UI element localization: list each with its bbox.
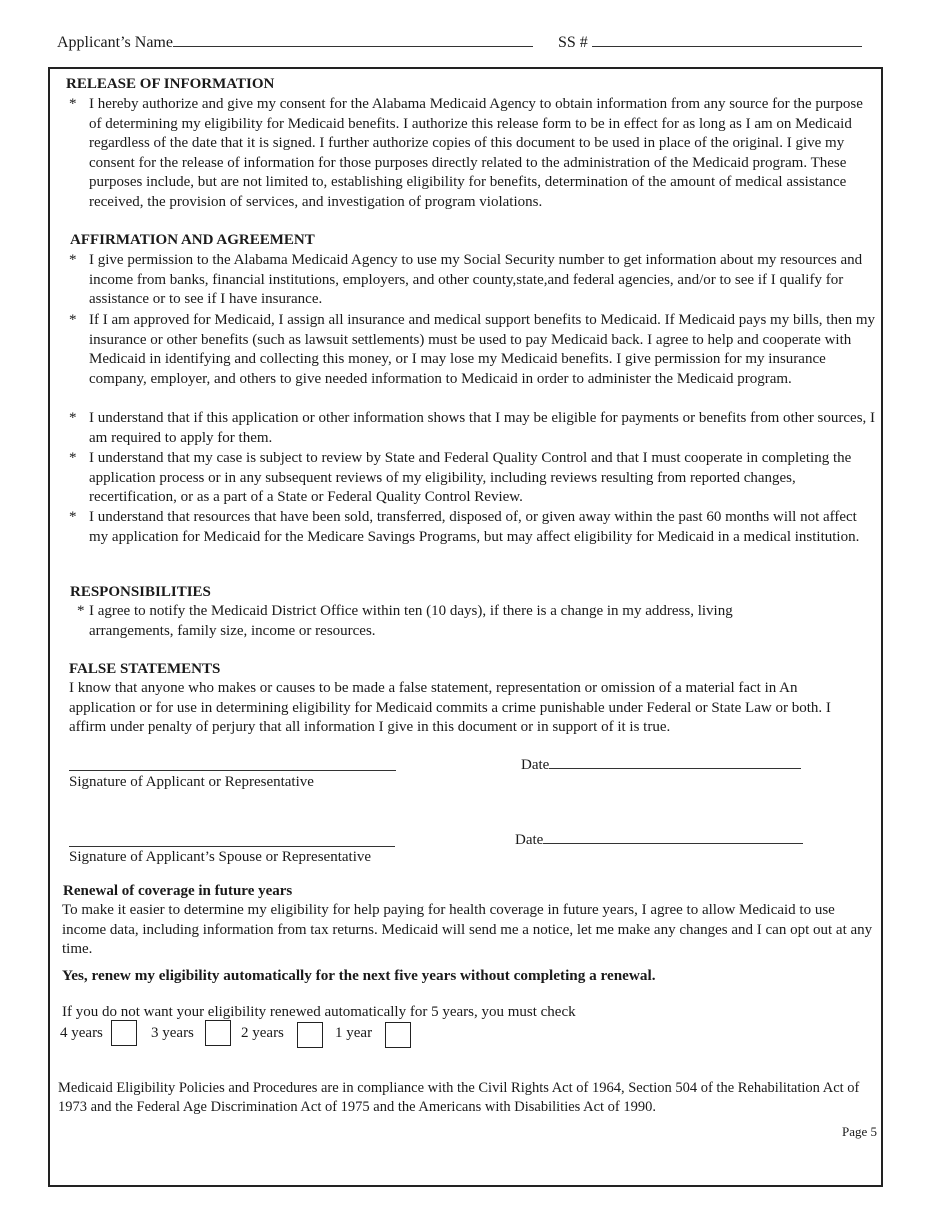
option-2-years-checkbox[interactable] — [297, 1022, 323, 1048]
responsibilities-text: I agree to notify the Medicaid District Office within ten (10 days), if there is a change in my address, living arrangements, family size, income or resources. — [89, 603, 733, 639]
spouse-signature-line[interactable] — [69, 846, 395, 847]
affirmation-item-3: I understand that if this application or other information shows that I may be eligible for payments or benefits from other sources, I am required to apply for them. — [89, 410, 876, 446]
option-4-years-checkbox[interactable] — [111, 1020, 137, 1046]
false-statements-title: FALSE STATEMENTS — [69, 661, 221, 677]
responsibilities-bullet: * — [77, 603, 85, 619]
option-1-year-label: 1 year — [335, 1025, 373, 1041]
affirmation-item-1: I give permission to the Alabama Medicaid Agency to use my Social Security number to get information about my resources and income from banks, financial institutions, employers, and other county,state,and federal agencies, and/or to see if I qualify for assistance or to see if I have insurance. — [89, 252, 863, 308]
affirmation-item-2: If I am approved for Medicaid, I assign all insurance and medical support benefits to Medicaid. If Medicaid pays my bills, then my insurance or other benefits (such as lawsuit settlements) must be used to pay Medicaid back. I agree to help and cooperate with Medicaid in identifying and collecting this money, or I may lose my Medicaid benefits. I give permission for my insurance company, employer, and others to give needed information to Medicaid in order to administer the Medicaid program. — [89, 312, 876, 387]
responsibilities-title: RESPONSIBILITIES — [70, 584, 211, 600]
false-statements-text: I know that anyone who makes or causes to be made a false statement, representation or omission of a material fact in An application or for use in determining eligibility for Medicaid commits a crime punishable under Federal or State Law or both. I affirm under penalty of perjury that all information I give in this document or in support of it is true. — [69, 680, 831, 736]
renewal-title: Renewal of coverage in future years — [63, 883, 293, 899]
ss-row — [558, 32, 862, 53]
renewal-text: To make it easier to determine my eligibility for help paying for health coverage in future years, I agree to allow Medicaid to use income data, including information from tax returns. Medicaid will send me a notice, let me make any changes and I can opt out at any time. — [62, 902, 873, 958]
affirmation-title: AFFIRMATION AND AGREEMENT — [70, 232, 315, 248]
affirmation-bullet-1: * — [69, 252, 77, 268]
affirmation-bullet-5: * — [69, 509, 77, 525]
spouse-date-label: Date — [515, 832, 544, 848]
spouse-date-row — [515, 829, 803, 851]
spouse-signature-label: Signature of Applicant’s Spouse or Representative — [69, 849, 372, 865]
applicant-name-field[interactable] — [173, 32, 533, 47]
applicant-signature-line[interactable] — [69, 770, 396, 771]
option-3-years-label: 3 years — [151, 1025, 194, 1041]
affirmation-bullet-3: * — [69, 410, 77, 426]
release-bullet: * — [69, 96, 77, 112]
applicant-name-row — [57, 32, 533, 53]
ss-number-field[interactable] — [592, 32, 862, 47]
renewal-optout-text: If you do not want your eligibility renewed automatically for 5 years, you must check — [62, 1004, 576, 1020]
option-4-years-label: 4 years — [60, 1025, 103, 1041]
option-1-year-checkbox[interactable] — [385, 1022, 411, 1048]
affirmation-bullet-2: * — [69, 312, 77, 328]
applicant-signature-label: Signature of Applicant or Representative — [69, 774, 314, 790]
applicant-date-label: Date — [521, 757, 550, 773]
ss-label: SS # — [558, 34, 588, 51]
affirmation-bullet-4: * — [69, 450, 77, 466]
applicant-date-field[interactable] — [549, 754, 801, 769]
affirmation-item-4: I understand that my case is subject to review by State and Federal Quality Control and that I must cooperate in completing the application process or in any subsequent reviews of my eligibility, including reviews resulting from reported changes, recertification, or as a part of a State or Federal Quality Control Review. — [89, 450, 852, 506]
applicant-name-label: Applicant’s Name — [57, 34, 173, 51]
option-3-years-checkbox[interactable] — [205, 1020, 231, 1046]
renewal-bold-statement: Yes, renew my eligibility automatically for the next five years without completing a renewal. — [62, 967, 656, 984]
civil-rights-notice: Medicaid Eligibility Policies and Procedures are in compliance with the Civil Rights Act of 1964, Section 504 of the Rehabilitation Act of 1973 and the Federal Age Discrimination Act of 1975 and the Americans with Disabilities Act of 1990. — [58, 1080, 860, 1115]
option-2-years-label: 2 years — [241, 1025, 284, 1041]
release-title: RELEASE OF INFORMATION — [66, 76, 275, 92]
release-text: I hereby authorize and give my consent for the Alabama Medicaid Agency to obtain information from any source for the purpose of determining my eligibility for Medicaid benefits. I authorize this release form to be in effect for as long as I am on Medicaid regardless of the date that it is signed. I further authorize copies of this document to be used in place of the original. I give my consent for the release of information for those purposes directly related to the administration of the Medicaid program. These purposes include, but are not limited to, establishing eligibility for benefits, determination of the amount of medical assistance received, the provision of services, and investigation of program violations. — [89, 96, 863, 210]
page-number: Page 5 — [842, 1124, 878, 1139]
applicant-date-row — [521, 754, 801, 776]
affirmation-item-5: I understand that resources that have been sold, transferred, disposed of, or given away within the past 60 months will not affect my application for Medicaid for the Medicare Savings Programs, but may affect eligibility for Medicaid in a medical institution. — [89, 509, 860, 545]
spouse-date-field[interactable] — [543, 829, 803, 844]
